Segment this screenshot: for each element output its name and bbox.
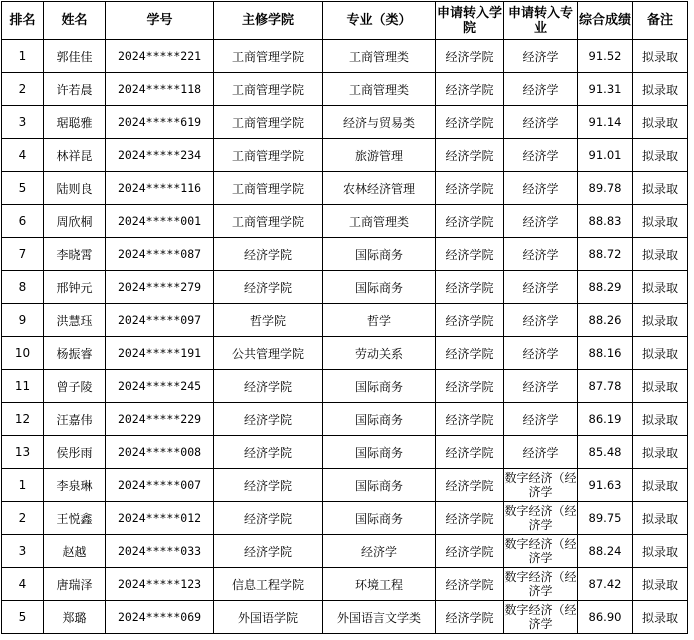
cell-major: 农林经济管理 — [323, 172, 436, 205]
cell-remark: 拟录取 — [633, 304, 688, 337]
cell-remark: 拟录取 — [633, 238, 688, 271]
cell-name: 汪嘉伟 — [44, 403, 106, 436]
cell-major: 国际商务 — [323, 502, 436, 535]
cell-remark: 拟录取 — [633, 271, 688, 304]
table-row — [2, 73, 688, 106]
cell-name: 邢钟元 — [44, 271, 106, 304]
cell-major-college: 工商管理学院 — [214, 106, 323, 139]
header-name: 姓名 — [44, 2, 106, 40]
table-row — [2, 172, 688, 205]
cell-target-college: 经济学院 — [436, 106, 504, 139]
cell-score: 88.83 — [578, 205, 633, 238]
cell-rank: 8 — [2, 271, 44, 304]
cell-rank: 5 — [2, 601, 44, 634]
cell-student-id: 2024*****012 — [106, 502, 214, 535]
cell-major: 旅游管理 — [323, 139, 436, 172]
cell-remark: 拟录取 — [633, 502, 688, 535]
cell-rank: 6 — [2, 205, 44, 238]
cell-rank: 5 — [2, 172, 44, 205]
cell-remark: 拟录取 — [633, 535, 688, 568]
cell-name: 赵越 — [44, 535, 106, 568]
cell-rank: 3 — [2, 106, 44, 139]
cell-major: 经济学 — [323, 535, 436, 568]
header-target-college: 申请转入学院 — [436, 2, 504, 40]
cell-target-college: 经济学院 — [436, 535, 504, 568]
cell-name: 杨振睿 — [44, 337, 106, 370]
cell-student-id: 2024*****279 — [106, 271, 214, 304]
cell-target-major: 经济学 — [504, 106, 578, 139]
cell-target-college: 经济学院 — [436, 502, 504, 535]
cell-remark: 拟录取 — [633, 568, 688, 601]
table-body — [2, 40, 688, 634]
cell-score: 88.72 — [578, 238, 633, 271]
cell-major: 工商管理类 — [323, 205, 436, 238]
table-row — [2, 601, 688, 634]
cell-remark: 拟录取 — [633, 436, 688, 469]
cell-major: 外国语言文学类 — [323, 601, 436, 634]
cell-rank: 1 — [2, 469, 44, 502]
cell-student-id: 2024*****001 — [106, 205, 214, 238]
cell-remark: 拟录取 — [633, 403, 688, 436]
cell-target-major: 经济学 — [504, 205, 578, 238]
header-score: 综合成绩 — [578, 2, 633, 40]
cell-score: 91.01 — [578, 139, 633, 172]
cell-student-id: 2024*****033 — [106, 535, 214, 568]
cell-student-id: 2024*****116 — [106, 172, 214, 205]
cell-score: 88.26 — [578, 304, 633, 337]
cell-major-college: 外国语学院 — [214, 601, 323, 634]
cell-student-id: 2024*****008 — [106, 436, 214, 469]
cell-student-id: 2024*****221 — [106, 40, 214, 73]
cell-name: 唐瑞泽 — [44, 568, 106, 601]
cell-rank: 2 — [2, 73, 44, 106]
header-target-major: 申请转入专业 — [504, 2, 578, 40]
cell-target-college: 经济学院 — [436, 139, 504, 172]
cell-student-id: 2024*****069 — [106, 601, 214, 634]
cell-remark: 拟录取 — [633, 337, 688, 370]
table-row — [2, 568, 688, 601]
cell-target-major: 经济学 — [504, 337, 578, 370]
cell-score: 91.52 — [578, 40, 633, 73]
cell-rank: 9 — [2, 304, 44, 337]
cell-target-major: 经济学 — [504, 436, 578, 469]
cell-name: 郭佳佳 — [44, 40, 106, 73]
cell-rank: 2 — [2, 502, 44, 535]
cell-remark: 拟录取 — [633, 172, 688, 205]
cell-target-major: 经济学 — [504, 370, 578, 403]
cell-student-id: 2024*****245 — [106, 370, 214, 403]
table-row — [2, 106, 688, 139]
cell-target-major: 经济学 — [504, 403, 578, 436]
cell-name: 许若晨 — [44, 73, 106, 106]
cell-score: 91.31 — [578, 73, 633, 106]
cell-target-college: 经济学院 — [436, 40, 504, 73]
table-row — [2, 205, 688, 238]
cell-name: 曾子陵 — [44, 370, 106, 403]
cell-target-major: 经济学 — [504, 304, 578, 337]
cell-major-college: 经济学院 — [214, 535, 323, 568]
cell-score: 88.16 — [578, 337, 633, 370]
cell-student-id: 2024*****097 — [106, 304, 214, 337]
cell-major-college: 哲学院 — [214, 304, 323, 337]
cell-major-college: 信息工程学院 — [214, 568, 323, 601]
table-row — [2, 271, 688, 304]
cell-score: 91.14 — [578, 106, 633, 139]
cell-major-college: 经济学院 — [214, 370, 323, 403]
table-row — [2, 337, 688, 370]
header-major: 专业（类） — [323, 2, 436, 40]
cell-name: 林祥昆 — [44, 139, 106, 172]
cell-remark: 拟录取 — [633, 370, 688, 403]
cell-score: 91.63 — [578, 469, 633, 502]
cell-remark: 拟录取 — [633, 469, 688, 502]
cell-student-id: 2024*****619 — [106, 106, 214, 139]
table-row — [2, 304, 688, 337]
table-row — [2, 436, 688, 469]
cell-major-college: 经济学院 — [214, 469, 323, 502]
cell-remark: 拟录取 — [633, 205, 688, 238]
cell-name: 李晓霄 — [44, 238, 106, 271]
cell-score: 86.19 — [578, 403, 633, 436]
admission-table — [1, 1, 688, 634]
cell-target-college: 经济学院 — [436, 337, 504, 370]
cell-score: 88.29 — [578, 271, 633, 304]
cell-remark: 拟录取 — [633, 73, 688, 106]
cell-target-college: 经济学院 — [436, 73, 504, 106]
cell-major-college: 工商管理学院 — [214, 172, 323, 205]
header-rank: 排名 — [2, 2, 44, 40]
cell-name: 侯彤雨 — [44, 436, 106, 469]
table-row — [2, 370, 688, 403]
cell-major: 国际商务 — [323, 370, 436, 403]
cell-score: 87.78 — [578, 370, 633, 403]
cell-major: 哲学 — [323, 304, 436, 337]
cell-remark: 拟录取 — [633, 139, 688, 172]
cell-name: 郑璐 — [44, 601, 106, 634]
cell-major-college: 工商管理学院 — [214, 139, 323, 172]
cell-major: 劳动关系 — [323, 337, 436, 370]
cell-target-major: 经济学 — [504, 139, 578, 172]
table-row — [2, 469, 688, 502]
cell-remark: 拟录取 — [633, 106, 688, 139]
cell-major: 经济与贸易类 — [323, 106, 436, 139]
table-row — [2, 403, 688, 436]
cell-target-major: 经济学 — [504, 172, 578, 205]
cell-major: 国际商务 — [323, 436, 436, 469]
cell-target-college: 经济学院 — [436, 436, 504, 469]
cell-target-college: 经济学院 — [436, 205, 504, 238]
cell-major: 国际商务 — [323, 403, 436, 436]
cell-major-college: 工商管理学院 — [214, 73, 323, 106]
cell-major-college: 工商管理学院 — [214, 40, 323, 73]
cell-target-major: 数字经济（经济学 — [504, 601, 578, 634]
cell-target-college: 经济学院 — [436, 271, 504, 304]
cell-rank: 10 — [2, 337, 44, 370]
cell-rank: 3 — [2, 535, 44, 568]
cell-major-college: 工商管理学院 — [214, 205, 323, 238]
cell-target-major: 经济学 — [504, 73, 578, 106]
cell-student-id: 2024*****007 — [106, 469, 214, 502]
cell-student-id: 2024*****118 — [106, 73, 214, 106]
cell-target-major: 数字经济（经济学 — [504, 535, 578, 568]
cell-score: 86.90 — [578, 601, 633, 634]
cell-student-id: 2024*****087 — [106, 238, 214, 271]
table-row — [2, 502, 688, 535]
table-row — [2, 535, 688, 568]
cell-score: 87.42 — [578, 568, 633, 601]
cell-rank: 12 — [2, 403, 44, 436]
table-row — [2, 40, 688, 73]
cell-major-college: 经济学院 — [214, 502, 323, 535]
cell-target-college: 经济学院 — [436, 238, 504, 271]
cell-name: 琚聪雅 — [44, 106, 106, 139]
cell-score: 88.24 — [578, 535, 633, 568]
cell-target-college: 经济学院 — [436, 601, 504, 634]
cell-major: 工商管理类 — [323, 40, 436, 73]
cell-name: 李泉琳 — [44, 469, 106, 502]
cell-target-major: 经济学 — [504, 238, 578, 271]
cell-name: 周欣桐 — [44, 205, 106, 238]
cell-target-college: 经济学院 — [436, 469, 504, 502]
table-row — [2, 238, 688, 271]
header-row — [2, 2, 688, 40]
cell-name: 陆则良 — [44, 172, 106, 205]
cell-rank: 4 — [2, 139, 44, 172]
cell-major-college: 经济学院 — [214, 271, 323, 304]
cell-name: 王悦鑫 — [44, 502, 106, 535]
header-student-id: 学号 — [106, 2, 214, 40]
cell-target-major: 经济学 — [504, 40, 578, 73]
header-major-college: 主修学院 — [214, 2, 323, 40]
cell-target-major: 数字经济（经济学 — [504, 502, 578, 535]
cell-major-college: 经济学院 — [214, 436, 323, 469]
cell-score: 85.48 — [578, 436, 633, 469]
cell-target-major: 经济学 — [504, 271, 578, 304]
cell-major: 环境工程 — [323, 568, 436, 601]
cell-rank: 1 — [2, 40, 44, 73]
cell-rank: 11 — [2, 370, 44, 403]
cell-score: 89.78 — [578, 172, 633, 205]
cell-rank: 7 — [2, 238, 44, 271]
cell-major-college: 经济学院 — [214, 403, 323, 436]
cell-remark: 拟录取 — [633, 40, 688, 73]
cell-major-college: 经济学院 — [214, 238, 323, 271]
cell-target-major: 数字经济（经济学 — [504, 568, 578, 601]
cell-student-id: 2024*****191 — [106, 337, 214, 370]
cell-major: 工商管理类 — [323, 73, 436, 106]
cell-major: 国际商务 — [323, 238, 436, 271]
cell-rank: 4 — [2, 568, 44, 601]
cell-target-college: 经济学院 — [436, 172, 504, 205]
cell-student-id: 2024*****234 — [106, 139, 214, 172]
cell-target-college: 经济学院 — [436, 370, 504, 403]
cell-student-id: 2024*****123 — [106, 568, 214, 601]
cell-target-college: 经济学院 — [436, 403, 504, 436]
cell-major-college: 公共管理学院 — [214, 337, 323, 370]
cell-target-college: 经济学院 — [436, 304, 504, 337]
cell-score: 89.75 — [578, 502, 633, 535]
cell-target-major: 数字经济（经济学 — [504, 469, 578, 502]
cell-name: 洪慧珏 — [44, 304, 106, 337]
cell-major: 国际商务 — [323, 271, 436, 304]
table-row — [2, 139, 688, 172]
cell-rank: 13 — [2, 436, 44, 469]
cell-major: 国际商务 — [323, 469, 436, 502]
cell-remark: 拟录取 — [633, 601, 688, 634]
cell-target-college: 经济学院 — [436, 568, 504, 601]
header-remark: 备注 — [633, 2, 688, 40]
cell-student-id: 2024*****229 — [106, 403, 214, 436]
